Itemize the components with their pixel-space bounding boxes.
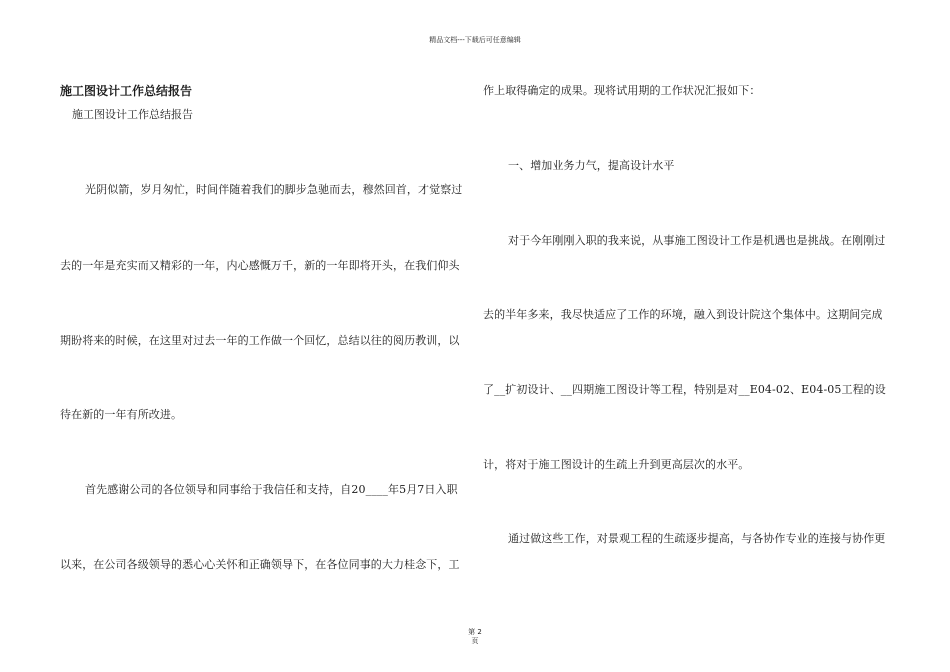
right-paragraph-line: 对于今年刚刚入职的我来说，从事施工图设计工作是机遇也是挑战。在刚刚过: [508, 234, 886, 247]
right-paragraph-line: 作上取得确定的成果。现将试用期的工作状况汇报如下：: [483, 84, 761, 97]
right-paragraph-line: 计，将对于施工图设计的生疏上升到更高层次的水平。: [483, 458, 750, 471]
left-paragraph-line: 光阴似箭，岁月匆忙，时间伴随着我们的脚步急驰而去，穆然回首，才觉察过: [85, 183, 463, 196]
right-paragraph-line: 了__扩初设计、__四期施工图设计等工程，特别是对__E04-02、E04-05工程的设: [483, 383, 886, 396]
left-paragraph-line: 首先感谢公司的各位领导和同事给于我信任和支持，自20____年5月7日入职: [85, 483, 458, 496]
page-number: 第 2: [468, 628, 482, 636]
document-title: 施工图设计工作总结报告: [60, 84, 193, 98]
page-header: 精品文档---下载后可任意编辑: [429, 36, 521, 44]
right-paragraph-line: 去的半年多来，我尽快适应了工作的环境，融入到设计院这个集体中。这期间完成: [483, 308, 883, 321]
left-paragraph-line: 以来，在公司各级领导的悉心心关怀和正确领导下，在各位同事的大力桂念下，工: [60, 558, 460, 571]
page-number-unit: 页: [471, 637, 479, 645]
right-paragraph-line: 通过做这些工作，对景观工程的生疏逐步提高，与各协作专业的连接与协作更: [508, 532, 886, 545]
left-paragraph-line: 待在新的一年有所改进。: [60, 408, 183, 421]
right-section-heading: 一、增加业务力气，提高设计水平: [508, 159, 675, 172]
left-paragraph-line: 去的一年是充实而又精彩的一年，内心感慨万千，新的一年即将开头，在我们仰头: [60, 259, 460, 272]
document-subtitle: 施工图设计工作总结报告: [72, 108, 193, 121]
left-paragraph-line: 期盼将来的时候，在这里对过去一年的工作做一个回忆，总结以往的阅历教训，以: [60, 334, 460, 347]
